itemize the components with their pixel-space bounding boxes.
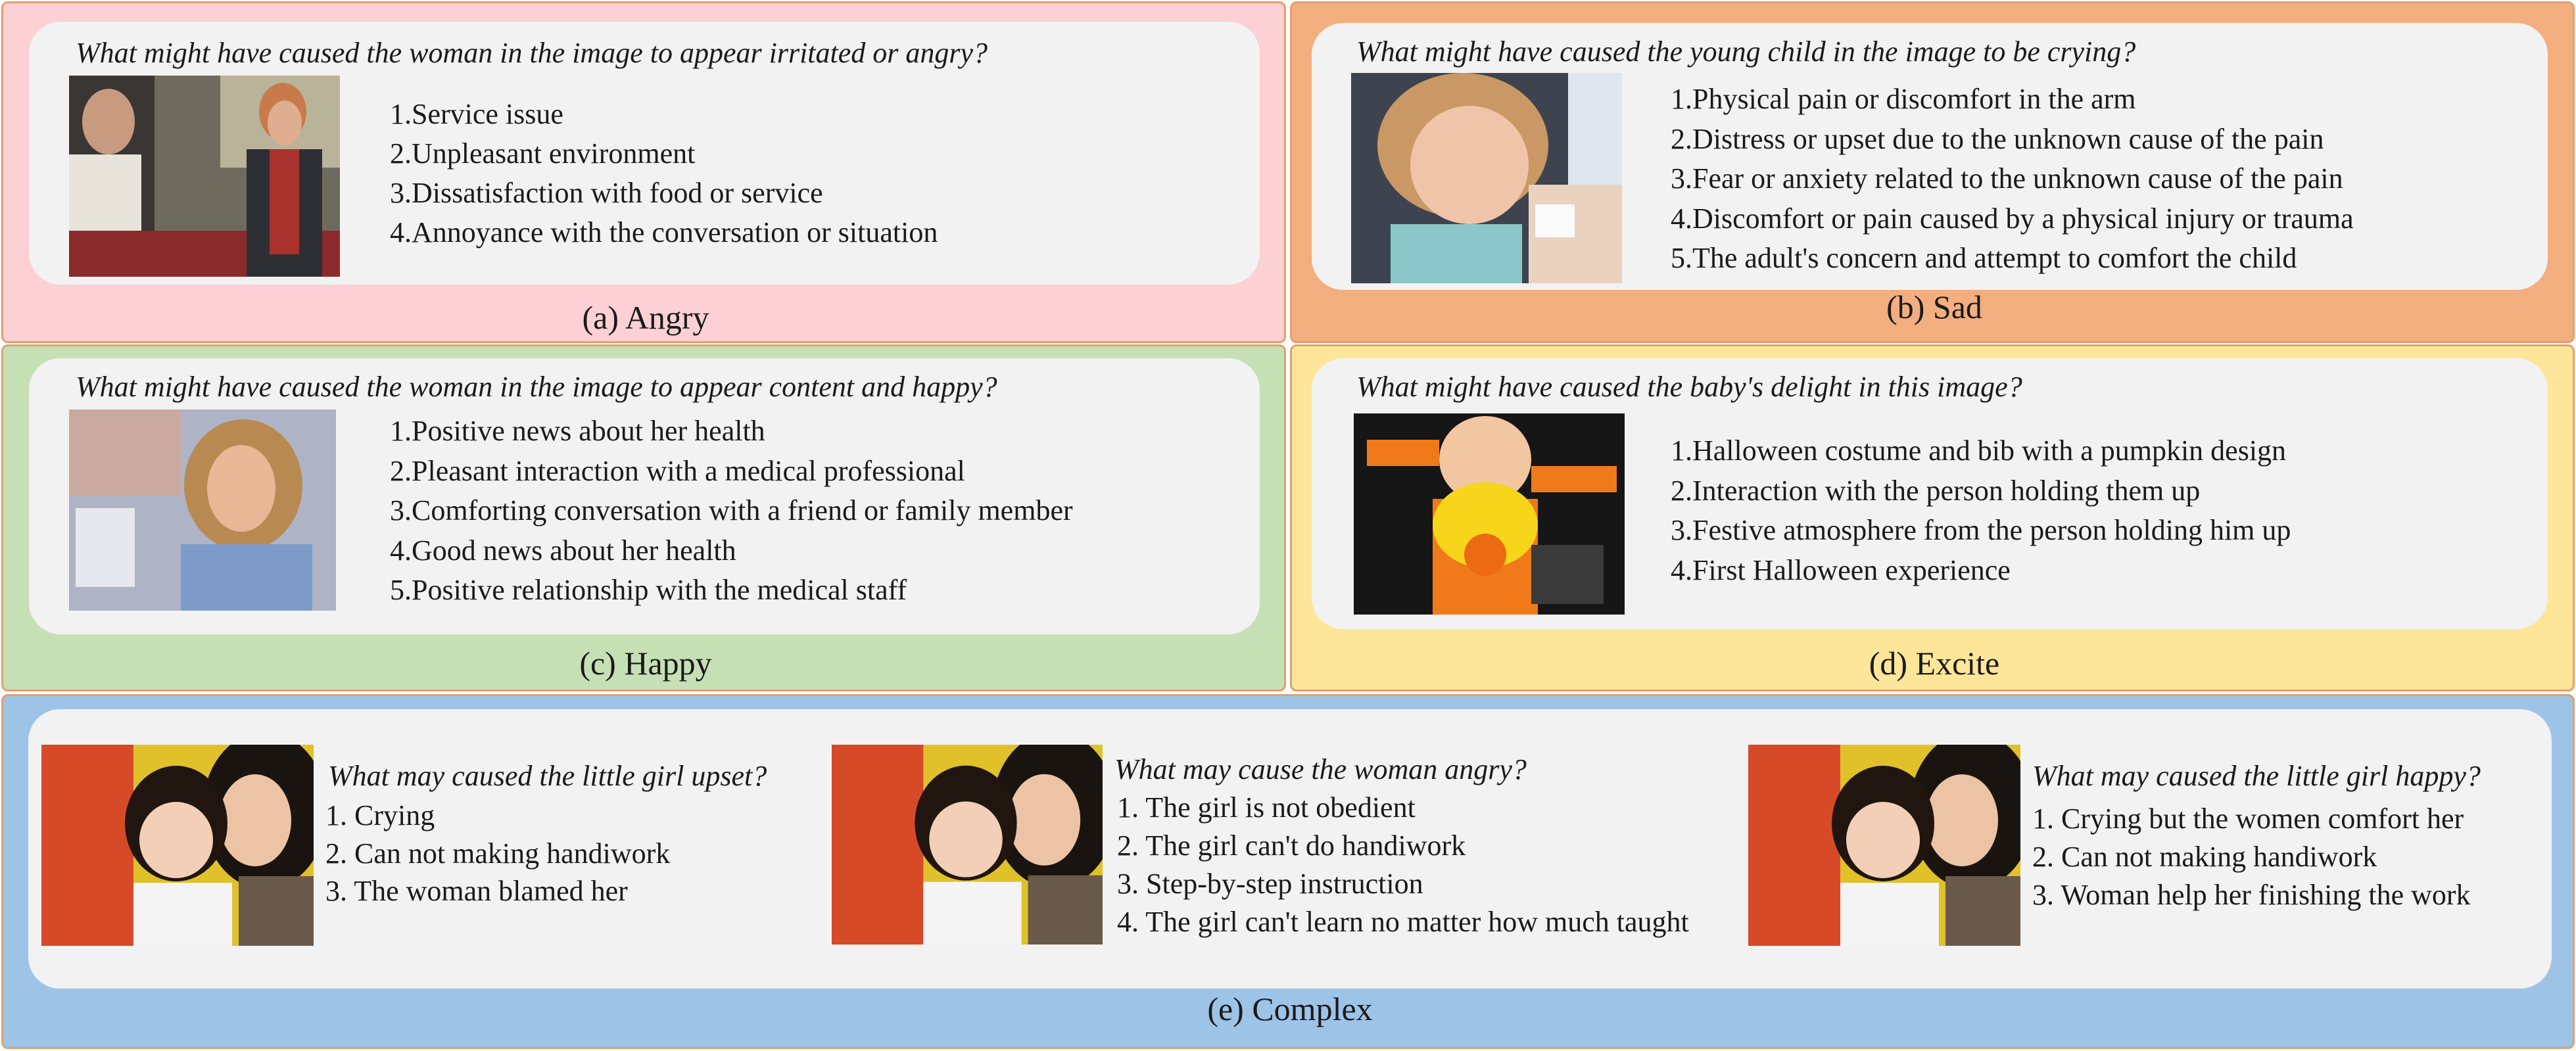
answer-item: 2. The girl can't do handiwork (1117, 829, 1466, 862)
answer-item: 3.Dissatisfaction with food or service (390, 177, 823, 209)
photo-girl-woman-2 (832, 745, 1103, 945)
answers-complex-1 (325, 797, 670, 910)
answer-item: 2.Pleasant interaction with a medical professional (390, 454, 965, 487)
answer-item: 1. Crying but the women comfort her (2032, 803, 2464, 835)
answer-item: 4.First Halloween experience (1671, 553, 2011, 586)
panel-happy (1, 344, 1286, 691)
answer-item: 2. Can not making handiwork (325, 837, 671, 870)
question-happy: What might have caused the woman in the image to appear content and happy? (76, 371, 997, 403)
answers-complex-3 (2032, 800, 2471, 914)
photo-angry-woman (69, 76, 340, 277)
photo-content-woman (69, 409, 336, 611)
answer-item: 3. Woman help her finishing the work (2032, 879, 2471, 911)
caption-excite: (d) Excite (1869, 645, 2000, 682)
caption-sad: (b) Sad (1886, 289, 1982, 325)
answer-item: 4.Good news about her health (390, 534, 736, 567)
answer-item: 3.Festive atmosphere from the person holding him up (1671, 514, 2291, 546)
answers-excite (1671, 431, 2291, 590)
answers-happy (390, 411, 1073, 611)
question-angry: What might have caused the woman in the image to appear irritated or angry? (76, 37, 988, 69)
question-complex-1: What may caused the little girl upset? (328, 760, 767, 792)
answer-item: 3.Fear or anxiety related to the unknown cause of the pain (1671, 162, 2343, 195)
answer-item: 1.Physical pain or discomfort in the arm (1671, 83, 2136, 115)
answers-sad (1671, 80, 2354, 279)
answer-item: 5.The adult's concern and attempt to comfort the child (1671, 242, 2297, 274)
answer-item: 1.Halloween costume and bib with a pumpkin design (1671, 434, 2287, 467)
answer-item: 3. Step-by-step instruction (1117, 868, 1423, 900)
answer-item: 3.Comforting conversation with a friend or family member (390, 494, 1073, 526)
photo-girl-woman-3 (1748, 745, 2020, 946)
answer-item: 1. The girl is not obedient (1117, 791, 1416, 824)
answer-item: 2.Unpleasant environment (390, 137, 696, 170)
photo-excited-baby (1354, 413, 1625, 615)
question-excite: What might have caused the baby's delight in this image? (1356, 371, 2022, 403)
question-complex-3: What may caused the little girl happy? (2032, 760, 2481, 792)
panel-angry (1, 1, 1286, 343)
answer-item: 1. Crying (325, 799, 435, 831)
caption-complex: (e) Complex (1207, 991, 1373, 1027)
caption-angry: (a) Angry (582, 299, 709, 336)
panel-sad (1290, 1, 2575, 343)
photo-crying-child (1351, 73, 1622, 283)
answer-item: 2.Interaction with the person holding them up (1671, 474, 2201, 507)
question-complex-2: What may cause the woman angry? (1114, 753, 1527, 785)
answer-item: 2. Can not making handiwork (2032, 841, 2377, 873)
answer-item: 5.Positive relationship with the medical staff (390, 574, 907, 606)
panel-excite (1290, 344, 2575, 691)
answers-complex-2 (1117, 789, 1689, 941)
answer-item: 1.Service issue (390, 98, 563, 130)
answer-item: 3. The woman blamed her (325, 875, 628, 907)
answers-angry (390, 95, 938, 252)
panel-complex (1, 694, 2575, 1049)
caption-happy: (c) Happy (579, 645, 712, 682)
answer-item: 1.Positive news about her health (390, 415, 765, 447)
answer-item: 4.Annoyance with the conversation or situation (390, 216, 938, 248)
answer-item: 4.Discomfort or pain caused by a physical injury or trauma (1671, 202, 2354, 235)
photo-girl-woman-1 (41, 745, 314, 946)
answer-item: 2.Distress or upset due to the unknown cause of the pain (1671, 122, 2324, 155)
question-sad: What might have caused the young child in the image to be crying? (1356, 35, 2136, 68)
answer-item: 4. The girl can't learn no matter how much taught (1117, 906, 1689, 938)
